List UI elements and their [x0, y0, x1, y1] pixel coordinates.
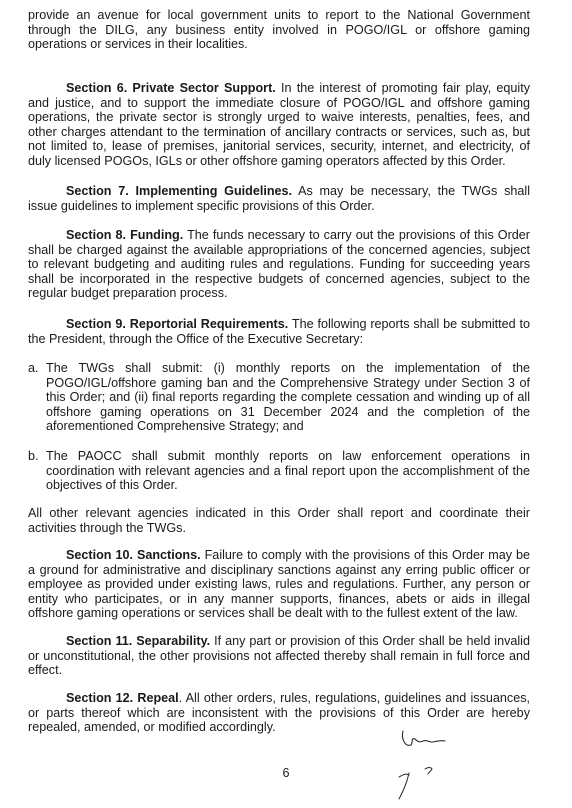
section-10-text: Failure to comply with the provisions of this Order may be a ground for administrative and disciplinary sanctions against any erring public officer or employee as provided under existing laws, rules and regulations. Further, any person or entity who participates, or in any manner supports, finances, abets or aids in illegal offshore gaming operations or services shall be dealt with to the fullest extent of the law. — [28, 548, 530, 621]
section-11-paragraph — [28, 634, 530, 678]
section-8-paragraph — [28, 228, 530, 301]
section-6-text: In the interest of promoting fair play, equity and justice, and to support the immediate closure of POGO/IGL and offshore gaming operations, the private sector is strongly urged to waive interests, penalties, fees, and other charges attendant to the termination of ancillary contracts or services, such as, but not limited to, lease of premises, janitorial services, security, internet, and electricity, of duly licensed POGOs, IGLs or other offshore gaming operators affected by this Order. — [28, 81, 530, 168]
section-9-text: The following reports shall be submitted to the President, through the Office of the Executive Secretary: — [28, 317, 530, 346]
section-9-heading: Section 9. Reportorial Requirements. — [66, 317, 289, 331]
page-number: 6 — [282, 766, 290, 780]
signature-mark — [395, 725, 455, 803]
section-9-paragraph — [28, 317, 530, 346]
list-marker-b: b. — [28, 449, 39, 463]
list-marker-a: a. — [28, 361, 39, 375]
section-8-heading: Section 8. Funding. — [66, 228, 184, 242]
section-12-heading: Section 12. Repeal — [66, 691, 179, 705]
section-11-heading: Section 11. Separability. — [66, 634, 211, 648]
list-text-a: The TWGs shall submit: (i) monthly reports on the implementation of the POGO/IGL/offshore gaming ban and the Comprehensive Strategy under Section 3 of this Order; and (ii) final reports regarding the complete cessation and winding up of all offshore gaming operations on 31 December 2024 and the completion of the aforementioned Comprehensive Strategy; and — [46, 361, 530, 434]
list-item-a — [28, 361, 530, 434]
section-7-text: As may be necessary, the TWGs shall issue guidelines to implement specific provisions of this Order. — [28, 184, 530, 213]
section-12-text: . All other orders, rules, regulations, guidelines and issuances, or parts thereof which are inconsistent with the provisions of this Order are hereby repealed, amended, or modified accordingly. — [28, 691, 530, 735]
section-11-text: If any part or provision of this Order shall be held invalid or unconstitutional, the other provisions not affected thereby shall remain in full force and effect. — [28, 634, 530, 678]
section-10-heading: Section 10. Sanctions. — [66, 548, 201, 562]
closing-note-paragraph: All other relevant agencies indicated in this Order shall report and coordinate their activities through the TWGs. — [28, 506, 530, 535]
section-10-paragraph — [28, 548, 530, 621]
list-text-b: The PAOCC shall submit monthly reports on law enforcement operations in coordination with relevant agencies and a final report upon the accomplishment of the objectives of this Order. — [46, 449, 530, 493]
section-8-text: The funds necessary to carry out the provisions of this Order shall be charged against the available appropriations of the concerned agencies, subject to relevant budgeting and auditing rules and regulations. Funding for succeeding years shall be incorporated in the respective budgets of concerned agencies, subject to the regular budget preparation process. — [28, 228, 530, 301]
intro-paragraph: provide an avenue for local government units to report to the National Government through the DILG, any business entity involved in POGO/IGL or offshore gaming operations or services in their localities. — [28, 8, 530, 52]
section-6-heading: Section 6. Private Sector Support. — [66, 81, 276, 95]
section-6-paragraph — [28, 81, 530, 169]
section-7-paragraph — [28, 184, 530, 213]
section-7-heading: Section 7. Implementing Guidelines. — [66, 184, 293, 198]
list-item-b — [28, 449, 530, 493]
